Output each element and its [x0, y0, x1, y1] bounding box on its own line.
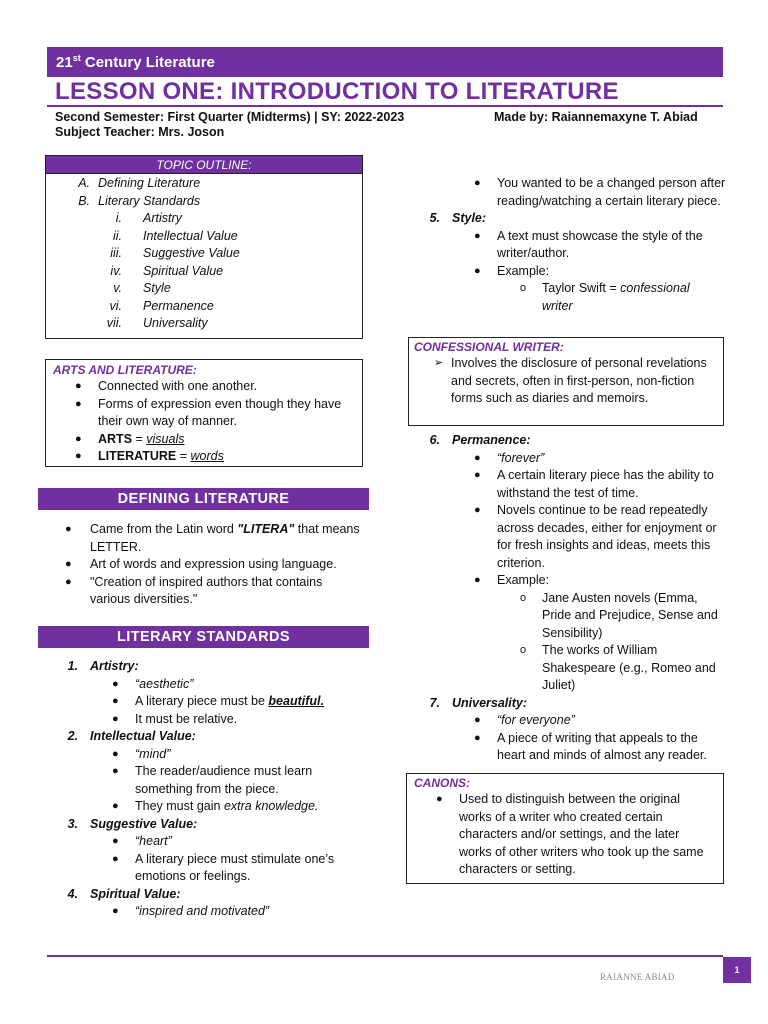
standard-heading: 5. Style: — [429, 211, 487, 225]
standard-heading: 4. Spiritual Value: — [67, 886, 181, 901]
page-number: 1 — [723, 957, 751, 983]
footer-author: RAIANNE ABIAD — [600, 972, 675, 982]
standard-heading: 7. Universality: — [429, 695, 528, 710]
list-item: ● ARTS = visuals — [75, 431, 185, 446]
course-title-bar — [47, 47, 723, 77]
course-prefix: 21 — [56, 54, 73, 71]
literary-standards-header: LITERARY STANDARDS — [38, 626, 369, 648]
semester-info: Second Semester: First Quarter (Midterms) | SY: 2022-2023 — [55, 110, 405, 124]
arts-and-literature-box — [45, 359, 363, 467]
topic-outline-title: TOPIC OUTLINE: — [46, 156, 362, 174]
defining-literature-header: DEFINING LITERATURE — [38, 488, 369, 510]
sub-list-item: o The works of William Shakespeare (e.g., Romeo and Juliet) — [520, 643, 716, 692]
confessional-writer-box — [408, 337, 724, 426]
outline-item: iv. Spiritual Value — [110, 263, 224, 278]
standard-heading: 6. Permanence: — [429, 433, 531, 447]
title-divider — [47, 105, 723, 107]
literary-standards-right-top — [408, 175, 726, 315]
list-item: ● "Creation of inspired authors that contains various diversities." — [65, 574, 323, 606]
list-item: ● Art of words and expression using language. — [65, 557, 337, 571]
outline-item: i. Artistry — [115, 211, 182, 225]
standard-heading: 1. Artistry: — [67, 659, 139, 673]
list-item: ● LITERATURE = words — [75, 449, 224, 463]
list-item: ● A literary piece must stimulate one’s emotions or feelings. — [112, 851, 335, 883]
sub-list-item: o Taylor Swift = confessional writer — [520, 281, 690, 313]
list-item: ➢ Involves the disclosure of personal revelations and secrets, often in first-person, non-fiction forms such as diaries and memoirs. — [434, 356, 707, 405]
footer-divider — [47, 955, 723, 957]
list-item: ● “inspired and motivated” — [112, 904, 270, 918]
outline-item: B. Literary Standards — [78, 193, 201, 208]
standard-heading: 2. Intellectual Value: — [67, 729, 196, 743]
list-item: ● A certain literary piece has the ability to withstand the test of time. — [474, 468, 714, 500]
author-credit: Made by: Raiannemaxyne T. Abiad — [494, 110, 698, 124]
list-item: ● Novels continue to be read repeatedly across decades, either for enjoyment or for fresh insights and ideas, meets this criterion. — [474, 503, 717, 570]
list-item: ● “heart” — [112, 834, 172, 848]
literary-standards-left — [48, 658, 366, 921]
canons-box — [406, 773, 724, 884]
course-superscript: st — [72, 53, 81, 63]
sub-list-item: o Jane Austen novels (Emma, Pride and Prejudice, Sense and Sensibility) — [520, 590, 718, 640]
list-item: ● Used to distinguish between the original works of a writer who created certain characters and/or settings, and the later works of other writers who took up the same characters or setting. — [436, 792, 704, 876]
outline-item: ii. Intellectual Value — [112, 228, 238, 243]
list-item: ● Example: — [474, 263, 550, 278]
lesson-title: LESSON ONE: INTRODUCTION TO LITERATURE — [55, 78, 619, 105]
list-item: ● Came from the Latin word "LITERA" that means LETTER. — [65, 522, 360, 554]
defining-literature-list — [48, 521, 366, 609]
list-item: ● “aesthetic” — [112, 676, 194, 691]
subject-teacher: Subject Teacher: Mrs. Joson — [55, 125, 225, 139]
list-item: ● A literary piece must be beautiful. — [112, 694, 324, 708]
outline-item: vii. Universality — [106, 316, 208, 330]
course-name: Century Literature — [80, 54, 215, 71]
list-item: ● It must be relative. — [112, 711, 238, 726]
topic-outline-list — [46, 174, 362, 333]
canons-title: CANONS: — [414, 776, 470, 790]
arts-box-title: ARTS AND LITERATURE: — [53, 363, 197, 377]
confessional-writer-title: CONFESSIONAL WRITER: — [414, 340, 564, 354]
list-item: ● Example: — [474, 573, 550, 587]
outline-item: vi. Permanence — [109, 298, 214, 313]
literary-standards-right-bottom — [408, 432, 726, 765]
list-item: ● Forms of expression even though they have their own way of manner. — [75, 396, 342, 428]
list-item: ● A text must showcase the style of the writer/author. — [474, 228, 703, 260]
outline-item: iii. Suggestive Value — [110, 246, 240, 260]
outline-item: v. Style — [113, 281, 171, 295]
list-item: ● “mind” — [112, 746, 171, 761]
standard-heading: 3. Suggestive Value: — [67, 816, 198, 831]
list-item: ● They must gain extra knowledge. — [112, 799, 319, 813]
list-item: ● “forever” — [474, 450, 545, 465]
list-item: ● A piece of writing that appeals to the heart and minds of almost any reader. — [474, 730, 707, 762]
list-item: ● The reader/audience must learn something from the piece. — [112, 764, 313, 796]
list-item: ● Connected with one another. — [75, 379, 258, 393]
outline-item: A. Defining Literature — [78, 176, 201, 190]
topic-outline-box — [45, 155, 363, 339]
list-item: ● “for everyone” — [474, 713, 575, 727]
list-item: ● You wanted to be a changed person after reading/watching a certain literary piece. — [474, 176, 726, 208]
